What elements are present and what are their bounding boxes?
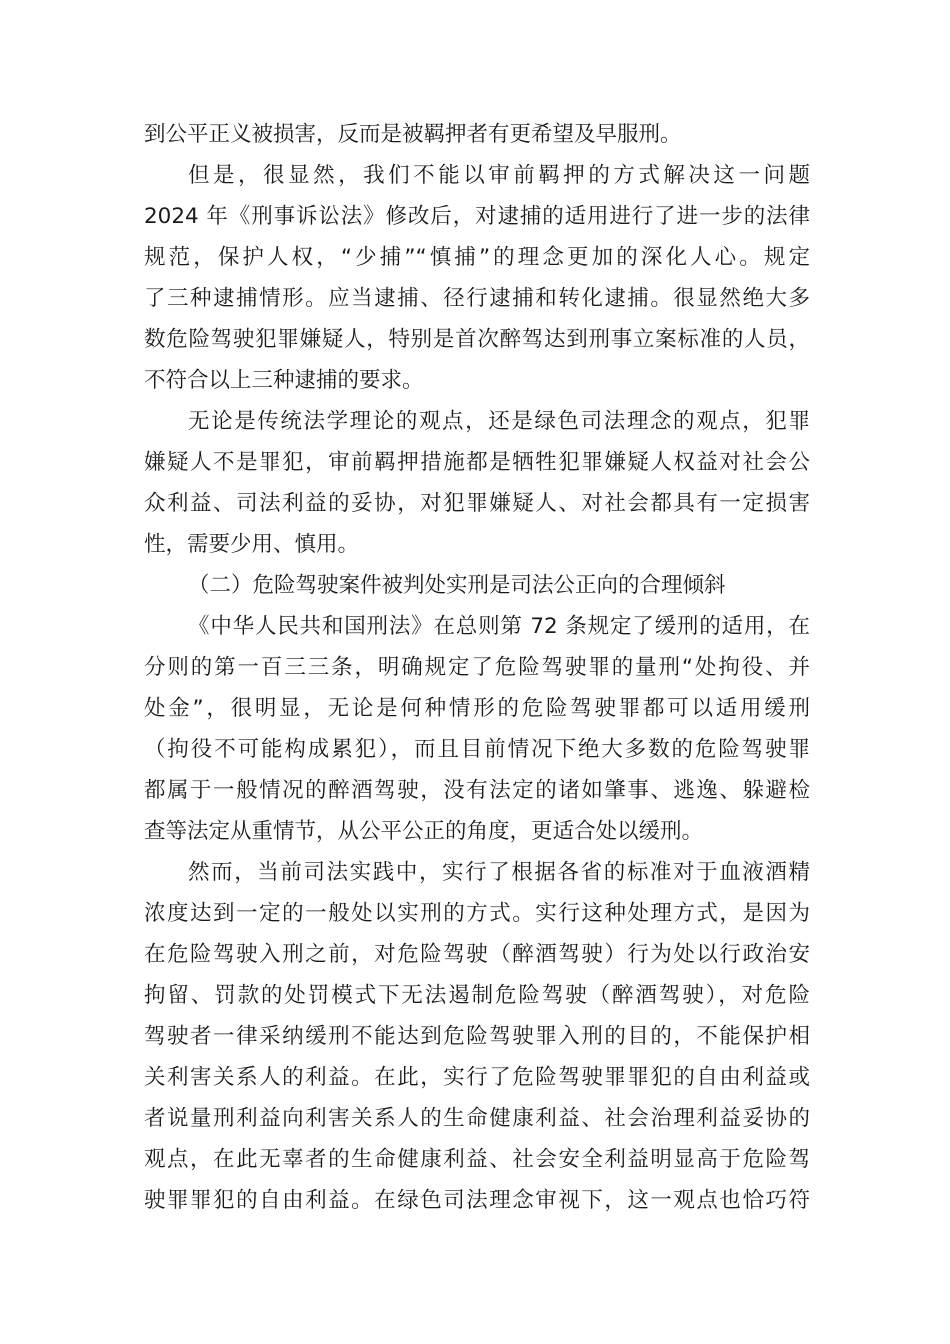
text-line: 观点，在此无辜者的生命健康利益、社会安全利益明显高于危险驾: [144, 1147, 810, 1172]
text-line: 2024 年《刑事诉讼法》修改后，对逮捕的适用进行了进一步的法律: [144, 204, 810, 229]
text-line: 拘留、罚款的处罚模式下无法遏制危险驾驶（醉酒驾驶），对危险: [144, 983, 810, 1008]
text-line: 在危险驾驶入刑之前，对危险驾驶（醉酒驾驶）行为处以行政治安: [144, 942, 810, 967]
text-line: 关利害关系人的利益。在此，实行了危险驾驶罪罪犯的自由利益或: [144, 1065, 810, 1090]
text-line: 了三种逮捕情形。应当逮捕、径行逮捕和转化逮捕。很显然绝大多: [144, 286, 810, 311]
text-line: 众利益、司法利益的妥协，对犯罪嫌疑人、对社会都具有一定损害: [144, 491, 810, 516]
text-line: 者说量刑利益向利害关系人的生命健康利益、社会治理利益妥协的: [144, 1106, 810, 1131]
text-line: 数危险驾驶犯罪嫌疑人，特别是首次醉驾达到刑事立案标准的人员，: [144, 327, 810, 352]
text-line: 浓度达到一定的一般处以实刑的方式。实行这种处理方式，是因为: [144, 901, 810, 926]
text-line: 性，需要少用、慎用。: [144, 532, 360, 557]
text-line: 处金”，很明显，无论是何种情形的危险驾驶罪都可以适用缓刑: [144, 696, 810, 721]
text-line: 查等法定从重情节，从公平公正的角度，更适合处以缓刑。: [144, 819, 704, 844]
document-page: [144, 114, 810, 1221]
text-line: 然而，当前司法实践中，实行了根据各省的标准对于血液酒精: [188, 860, 810, 885]
text-line: 驶罪罪犯的自由利益。在绿色司法理念审视下，这一观点也恰巧符: [144, 1188, 810, 1213]
text-line: 但是，很显然，我们不能以审前羁押的方式解决这一问题: [188, 163, 810, 188]
text-line: （二）危险驾驶案件被判处实刑是司法公正向的合理倾斜: [188, 573, 726, 598]
text-line: 规范，保护人权，“少捕”“慎捕”的理念更加的深化人心。规定: [144, 245, 810, 270]
text-line: 不符合以上三种逮捕的要求。: [144, 368, 424, 393]
text-line: 驾驶者一律采纳缓刑不能达到危险驾驶罪入刑的目的，不能保护相: [144, 1024, 810, 1049]
text-line: （拘役不可能构成累犯），而且目前情况下绝大多数的危险驾驶罪: [144, 737, 810, 762]
text-line: 都属于一般情况的醉酒驾驶，没有法定的诸如肇事、逃逸、躲避检: [144, 778, 810, 803]
text-line: 到公平正义被损害，反而是被羁押者有更希望及早服刑。: [144, 122, 682, 147]
text-line: 嫌疑人不是罪犯，审前羁押措施都是牺牲犯罪嫌疑人权益对社会公: [144, 450, 810, 475]
text-line: 分则的第一百三三条，明确规定了危险驾驶罪的量刑“处拘役、并: [144, 655, 810, 680]
text-line: 《中华人民共和国刑法》在总则第 72 条规定了缓刑的适用，在: [188, 614, 810, 639]
text-line: 无论是传统法学理论的观点，还是绿色司法理念的观点，犯罪: [188, 409, 810, 434]
